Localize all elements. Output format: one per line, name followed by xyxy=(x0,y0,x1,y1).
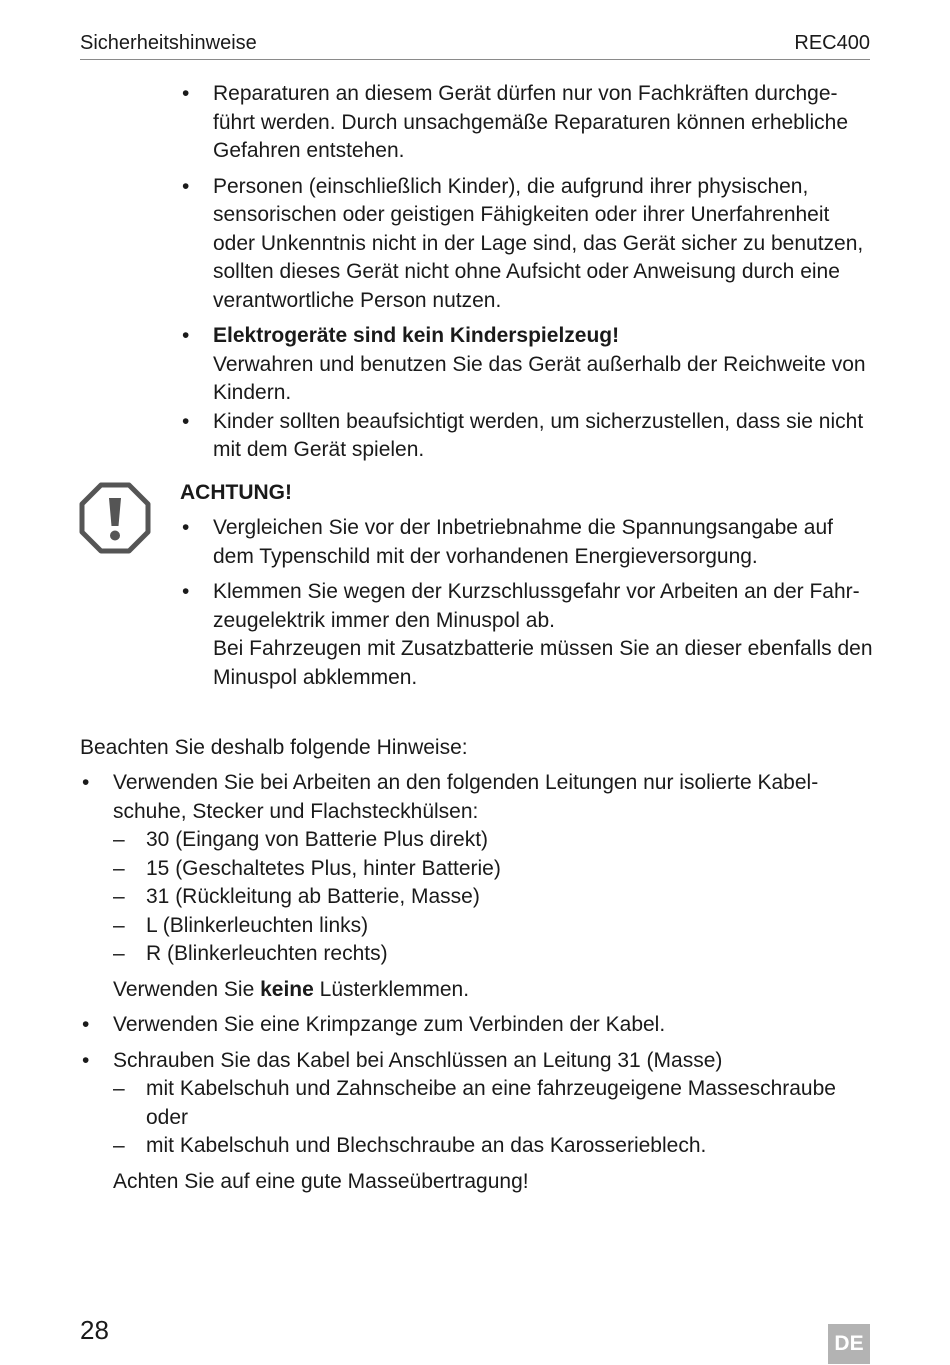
list-item: • Elektrogeräte sind kein Kinderspielzeug! Verwahren und benutzen Sie das Gerät außerhalb der Reichweite von Kindern. xyxy=(180,322,880,408)
children-warning-heading: • Elektrogeräte sind kein Kinderspielzeug! xyxy=(213,324,620,347)
list-item: • Schrauben Sie das Kabel bei Anschlüssen an Leitung 31 (Masse) – mit Kabelschuh und Zahnscheibe an eine fahrzeugeigene Masseschraube oder – mit Kabelschuh und Blechschraube an das Karosserieblech. Achten Sie auf eine gute Masseübertragung! xyxy=(80,1047,880,1197)
notes-intro: Beachten Sie deshalb folgende Hinweise: xyxy=(80,736,468,759)
page-header xyxy=(80,29,870,60)
safety-list xyxy=(180,80,880,465)
sub-list-item: – mit Kabelschuh und Zahnscheibe an eine fahrzeugeigene Masseschraube oder xyxy=(113,1075,880,1132)
model-name: REC400 xyxy=(794,32,870,54)
exclamation-octagon-icon xyxy=(79,482,151,554)
sub-list-item: – R (Blinkerleuchten rechts) xyxy=(113,940,880,969)
caution-title: ACHTUNG! xyxy=(180,481,292,504)
list-item: • Klemmen Sie wegen der Kurzschlussgefahr vor Arbeiten an der Fahr- zeugelektrik immer den Minuspol ab. Bei Fahrzeugen mit Zusatzbatterie müssen Sie an dieser ebenfalls den Minuspol abklemmen. xyxy=(180,578,880,692)
sub-list-item: – L (Blinkerleuchten links) xyxy=(113,912,880,941)
section-title: Sicherheitshinweise xyxy=(80,32,257,54)
ground-note: Achten Sie auf eine gute Masseübertragung! xyxy=(113,1169,529,1193)
language-badge: DE xyxy=(828,1324,870,1364)
sub-list-item: – 15 (Geschaltetes Plus, hinter Batterie) xyxy=(113,855,880,884)
terminal-note: Verwenden Sie keine Lüsterklemmen. xyxy=(113,977,470,1001)
sub-list-item: – 31 (Rückleitung ab Batterie, Masse) xyxy=(113,883,880,912)
notes-list xyxy=(80,769,880,1196)
list-item: • Personen (einschließlich Kinder), die aufgrund ihrer physischen, sensorischen oder geistigen Fähigkeiten oder ihrer Unerfahrenheit oder Unkenntnis nicht in der Lage sind, das Gerät sicher zu benutzen, sollten dieses Gerät nicht ohne Aufsicht oder Anweisung durch eine verantwortliche Person nutzen. xyxy=(180,173,880,316)
sub-list-item: – mit Kabelschuh und Blechschraube an das Karosserieblech. xyxy=(113,1132,880,1161)
list-item: • Verwenden Sie eine Krimpzange zum Verbinden der Kabel. xyxy=(80,1011,880,1040)
list-item: • Kinder sollten beaufsichtigt werden, um sicherzustellen, dass sie nicht mit dem Gerät spielen. xyxy=(180,408,880,465)
list-item: • Verwenden Sie bei Arbeiten an den folgenden Leitungen nur isolierte Kabel- schuhe, Stecker und Flachsteckhülsen: – 30 (Eingang von Batterie Plus direkt) – 15 (Geschaltetes Plus, hinter Batterie) – 31 (Rückleitung ab Batterie, Masse) – L (Blinkerleuchten links) – R (Blinkerleuchten rechts) Verwenden Sie keine Lüsterklemmen. xyxy=(80,769,880,1004)
list-item: • Reparaturen an diesem Gerät dürfen nur von Fachkräften durchge- führt werden. Durch unsachgemäße Reparaturen können erhebliche Gefahren entstehen. xyxy=(180,80,880,166)
caution-list xyxy=(180,514,880,692)
list-item: • Vergleichen Sie vor der Inbetriebnahme die Spannungsangabe auf dem Typenschild mit der vorhandenen Energieversorgung. xyxy=(180,514,880,571)
page-number: 28 xyxy=(80,1315,109,1345)
sub-list-item: – 30 (Eingang von Batterie Plus direkt) xyxy=(113,826,880,855)
